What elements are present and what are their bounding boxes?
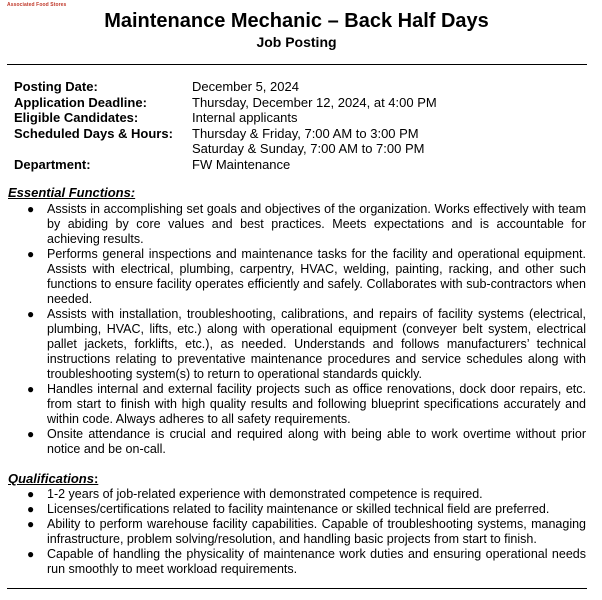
- meta-row-posting-date: [14, 79, 437, 95]
- essential-functions-list: [8, 202, 586, 457]
- meta-label: Eligible Candidates:: [14, 110, 139, 125]
- bullet-icon: ●: [27, 307, 35, 321]
- list-item: ● Capable of handling the physicality of maintenance work duties and ensuring operational needs run smoothly to meet workload requirements.: [27, 547, 586, 576]
- meta-label: Application Deadline:: [14, 94, 147, 110]
- list-item: ● Assists in accomplishing set goals and objectives of the organization. Works effectively with team by abiding by core values and best practices. Meets expectations and is accountable for achieving results.: [27, 202, 586, 246]
- bullet-icon: ●: [27, 427, 35, 441]
- meta-value: Internal applicants: [192, 110, 298, 125]
- qualifications-list: [8, 487, 586, 577]
- bullet-icon: ●: [27, 502, 35, 516]
- meta-label: Posting Date:: [14, 79, 98, 94]
- list-item: ● 1-2 years of job-related experience with demonstrated competence is required.: [27, 487, 483, 501]
- bullet-icon: ●: [27, 487, 35, 501]
- list-item: ● Handles internal and external facility projects such as office renovations, dock door repairs, etc. from start to finish with high quality results and following blueprint specifications accurately and within code. Always adheres to all safety requirements.: [27, 382, 586, 426]
- bullet-icon: ●: [27, 517, 35, 531]
- meta-row-schedule: [14, 126, 437, 157]
- meta-row-eligible: [14, 110, 437, 126]
- bullet-icon: ●: [27, 382, 35, 396]
- page-subtitle: Job Posting: [256, 34, 337, 50]
- meta-value: December 5, 2024: [192, 79, 299, 94]
- list-item: ● Onsite attendance is crucial and required along with being able to work overtime without prior notice and be on-call.: [27, 427, 586, 456]
- bullet-icon: ●: [27, 202, 35, 216]
- list-item: ● Licenses/certifications related to facility maintenance or skilled technical field are preferred.: [27, 502, 550, 516]
- list-item: ● Ability to perform warehouse facility capabilities. Capable of troubleshooting systems, managing infrastructure, problem solving/resolution, and handling basic projects from start to finish.: [27, 517, 586, 546]
- bullet-icon: ●: [27, 247, 35, 261]
- posting-details: [14, 79, 437, 172]
- bullet-icon: ●: [27, 547, 35, 561]
- company-logo-text: Associated Food Stores: [7, 2, 67, 8]
- list-item: ● Assists with installation, troubleshooting, calibrations, and repairs of facility systems (electrical, plumbing, HVAC, lifts, etc.) along with operational equipment (conveyer belt system, electrical pallet jackets, forklifts, etc.), as needed. Understands and follows manufacturers’ technical instructions relating to preventative maintenance procedures and service schedules along with troubleshooting system(s) to return to operational standards quickly.: [27, 307, 586, 381]
- essential-functions-heading: Essential Functions:: [8, 185, 136, 200]
- bottom-divider: [7, 588, 587, 589]
- top-divider: [7, 64, 587, 65]
- meta-value: FW Maintenance: [192, 156, 291, 172]
- page-title: Maintenance Mechanic – Back Half Days: [104, 10, 489, 32]
- list-item: ● Performs general inspections and maintenance tasks for the facility and operational equipment. Assists with electrical, plumbing, carpentry, HVAC, welding, painting, racking, and other such functions to ensure facility operates efficiently and safely. Collaborates with sub-contractors when needed.: [27, 247, 586, 306]
- meta-row-department: [14, 157, 437, 173]
- meta-label: Scheduled Days & Hours:: [14, 125, 173, 141]
- meta-row-deadline: [14, 95, 437, 111]
- meta-value: Thursday, December 12, 2024, at 4:00 PM: [192, 94, 437, 110]
- meta-label: Department:: [14, 156, 91, 172]
- qualifications-heading: Qualifications:: [8, 471, 99, 486]
- meta-value: Thursday & Friday, 7:00 AM to 3:00 PM Saturday & Sunday, 7:00 AM to 7:00 PM: [192, 125, 425, 156]
